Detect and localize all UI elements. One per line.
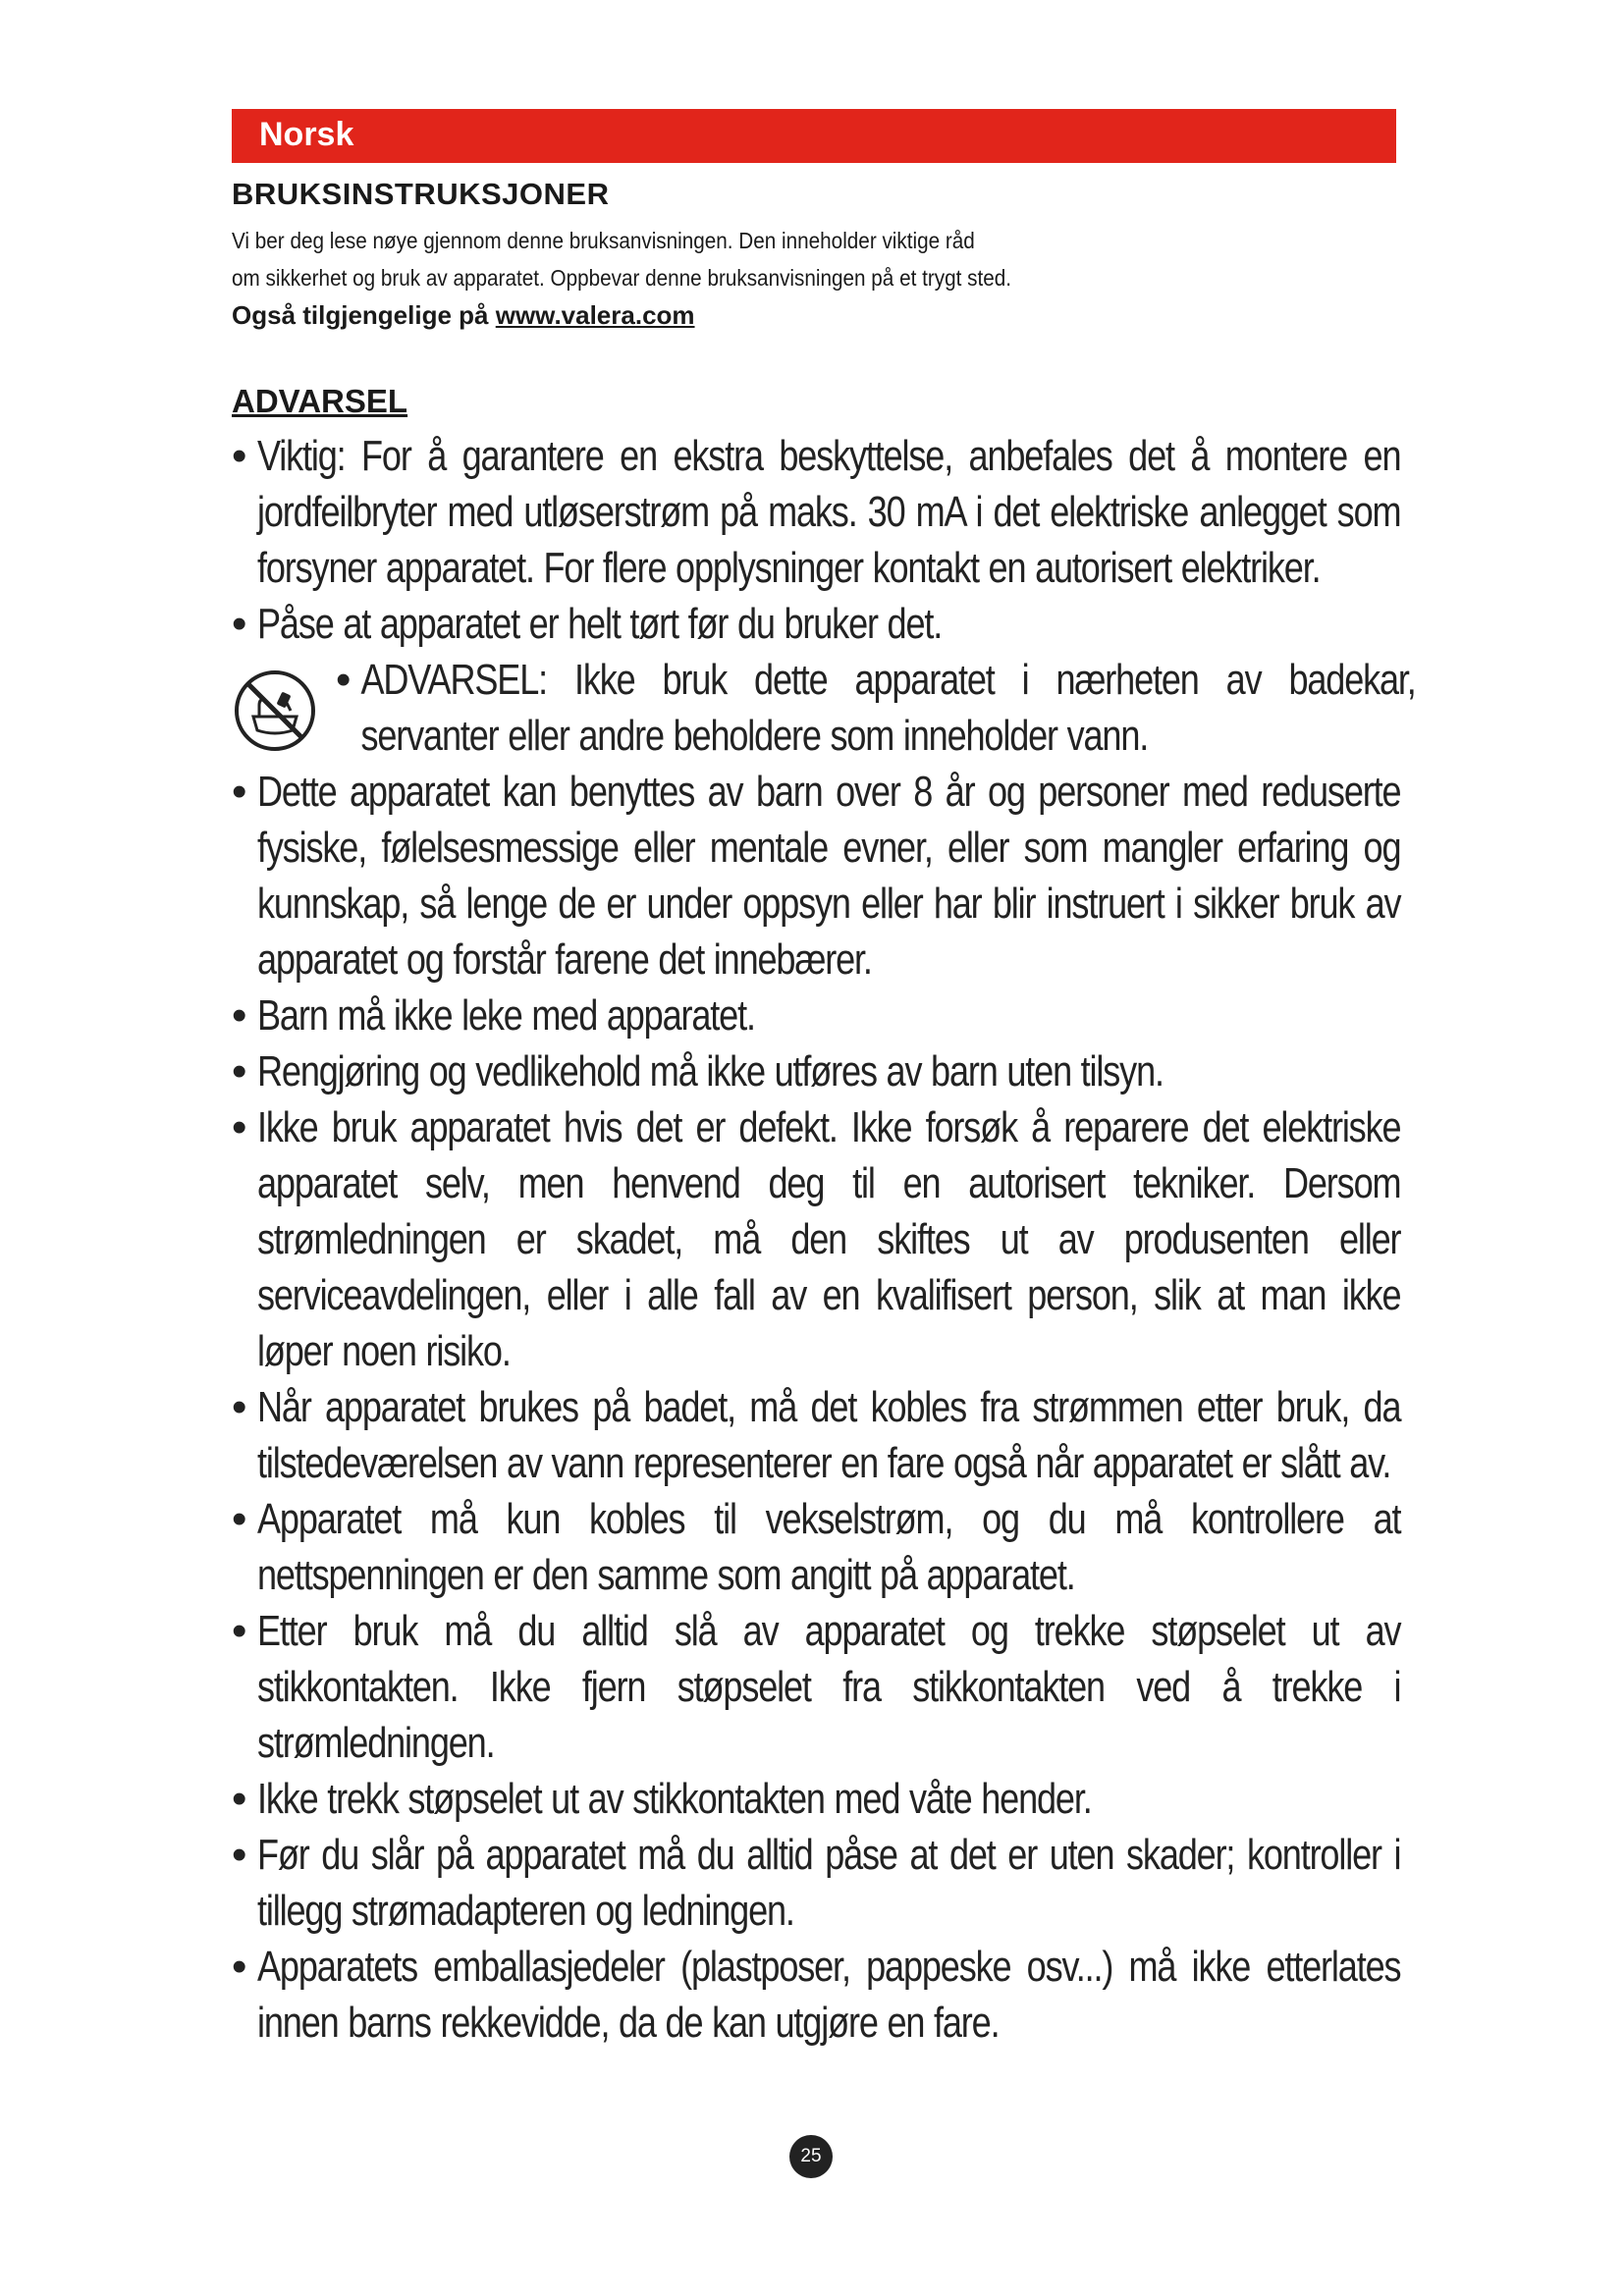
warning-list bbox=[232, 428, 1416, 2051]
bullet: • bbox=[232, 1607, 247, 1655]
intro-text bbox=[232, 222, 1396, 296]
list-item bbox=[232, 596, 1400, 652]
page-title: BRUKSINSTRUKSJONER bbox=[232, 177, 610, 211]
bullet: • bbox=[232, 1831, 247, 1879]
list-item bbox=[232, 1827, 1400, 1939]
intro-line: Vi ber deg lese nøye gjennom denne bruksanvisningen. Den inneholder viktige råd bbox=[232, 228, 975, 253]
list-item-text: Før du slår på apparatet må du alltid påse at det er uten skader; kontroller i tillegg strømadapteren og ledningen. bbox=[257, 1831, 1401, 1935]
availability-text: Også tilgjengelige på bbox=[232, 300, 496, 330]
language-label: Norsk bbox=[259, 116, 354, 153]
list-item-text: Apparatets emballasjedeler (plastposer, pappeske osv...) må ikke etterlates innen barns rekkevidde, da de kan utgjøre en fare. bbox=[257, 1943, 1401, 2047]
list-item-text: Ikke trekk støpselet ut av stikkontakten med våte hender. bbox=[257, 1775, 1092, 1823]
list-item-text: Når apparatet brukes på badet, må det kobles fra strømmen etter bruk, da tilstedeværelsen av vann representerer en fare også når apparatet er slått av. bbox=[257, 1383, 1401, 1487]
list-item bbox=[232, 1043, 1400, 1099]
list-item bbox=[232, 1379, 1400, 1491]
list-item-text: Påse at apparatet er helt tørt før du bruker det. bbox=[257, 600, 943, 648]
list-item bbox=[232, 428, 1400, 596]
warning-heading: ADVARSEL bbox=[232, 383, 408, 419]
bullet: • bbox=[232, 432, 247, 480]
list-item bbox=[232, 1771, 1400, 1827]
list-item-text: Apparatet må kun kobles til vekselstrøm, og du må kontrollere at nettspenningen er den samme som angitt på apparatet. bbox=[257, 1495, 1401, 1599]
intro-line: om sikkerhet og bruk av apparatet. Oppbevar denne bruksanvisningen på et trygt sted. bbox=[232, 265, 1011, 291]
list-item-text: Viktig: For å garantere en ekstra beskyttelse, anbefales det å montere en jordfeilbryter med utløserstrøm på maks. 30 mA i det elektriske anlegget som forsyner apparatet. For flere opplysninger kontakt en autorisert elektriker. bbox=[257, 432, 1401, 592]
availability-note bbox=[232, 300, 695, 331]
bullet: • bbox=[232, 1103, 247, 1151]
list-item bbox=[232, 1603, 1400, 1771]
list-item-text: Ikke bruk apparatet hvis det er defekt. Ikke forsøk å reparere det elektriske apparatet selv, men henvend deg til en autorisert tekniker. Dersom strømledningen er skadet, må den skiftes ut av produsenten eller serviceavdelingen, eller i alle fall av en kvalifisert person, slik at man ikke løper noen risiko. bbox=[257, 1103, 1401, 1375]
list-item bbox=[232, 1939, 1400, 2051]
bullet: • bbox=[232, 1775, 247, 1823]
bullet: • bbox=[232, 768, 247, 816]
list-item bbox=[232, 652, 1416, 764]
bullet: • bbox=[232, 1047, 247, 1095]
list-item-text: Rengjøring og vedlikehold må ikke utføres av barn uten tilsyn. bbox=[257, 1047, 1164, 1095]
list-item-text: ADVARSEL: Ikke bruk dette apparatet i nærheten av badekar, servanter eller andre beholdere som inneholder vann. bbox=[360, 656, 1416, 760]
no-bath-water-icon bbox=[232, 667, 318, 754]
language-banner bbox=[232, 109, 1396, 163]
page-number: 25 bbox=[789, 2135, 833, 2178]
list-item-text: Dette apparatet kan benyttes av barn over 8 år og personer med reduserte fysiske, følelsesmessige eller mentale evner, eller som mangler erfaring og kunnskap, så lenge de er under oppsyn eller har blir instruert i sikker bruk av apparatet og forstår farene det innebærer. bbox=[257, 768, 1401, 984]
list-item bbox=[232, 1491, 1400, 1603]
bullet: • bbox=[232, 600, 247, 648]
bullet: • bbox=[232, 1943, 247, 1991]
bullet: • bbox=[336, 656, 352, 704]
list-item-text: Barn må ikke leke med apparatet. bbox=[257, 991, 755, 1040]
website-link[interactable]: www.valera.com bbox=[495, 300, 695, 330]
bullet: • bbox=[232, 1495, 247, 1543]
list-item bbox=[232, 764, 1400, 988]
bullet: • bbox=[232, 1383, 247, 1431]
list-item bbox=[232, 1099, 1400, 1379]
bullet: • bbox=[232, 991, 247, 1040]
list-item bbox=[232, 988, 1400, 1043]
list-item-text: Etter bruk må du alltid slå av apparatet og trekke støpselet ut av stikkontakten. Ikke fjern støpselet fra stikkontakten ved å trekke i strømledningen. bbox=[257, 1607, 1401, 1767]
